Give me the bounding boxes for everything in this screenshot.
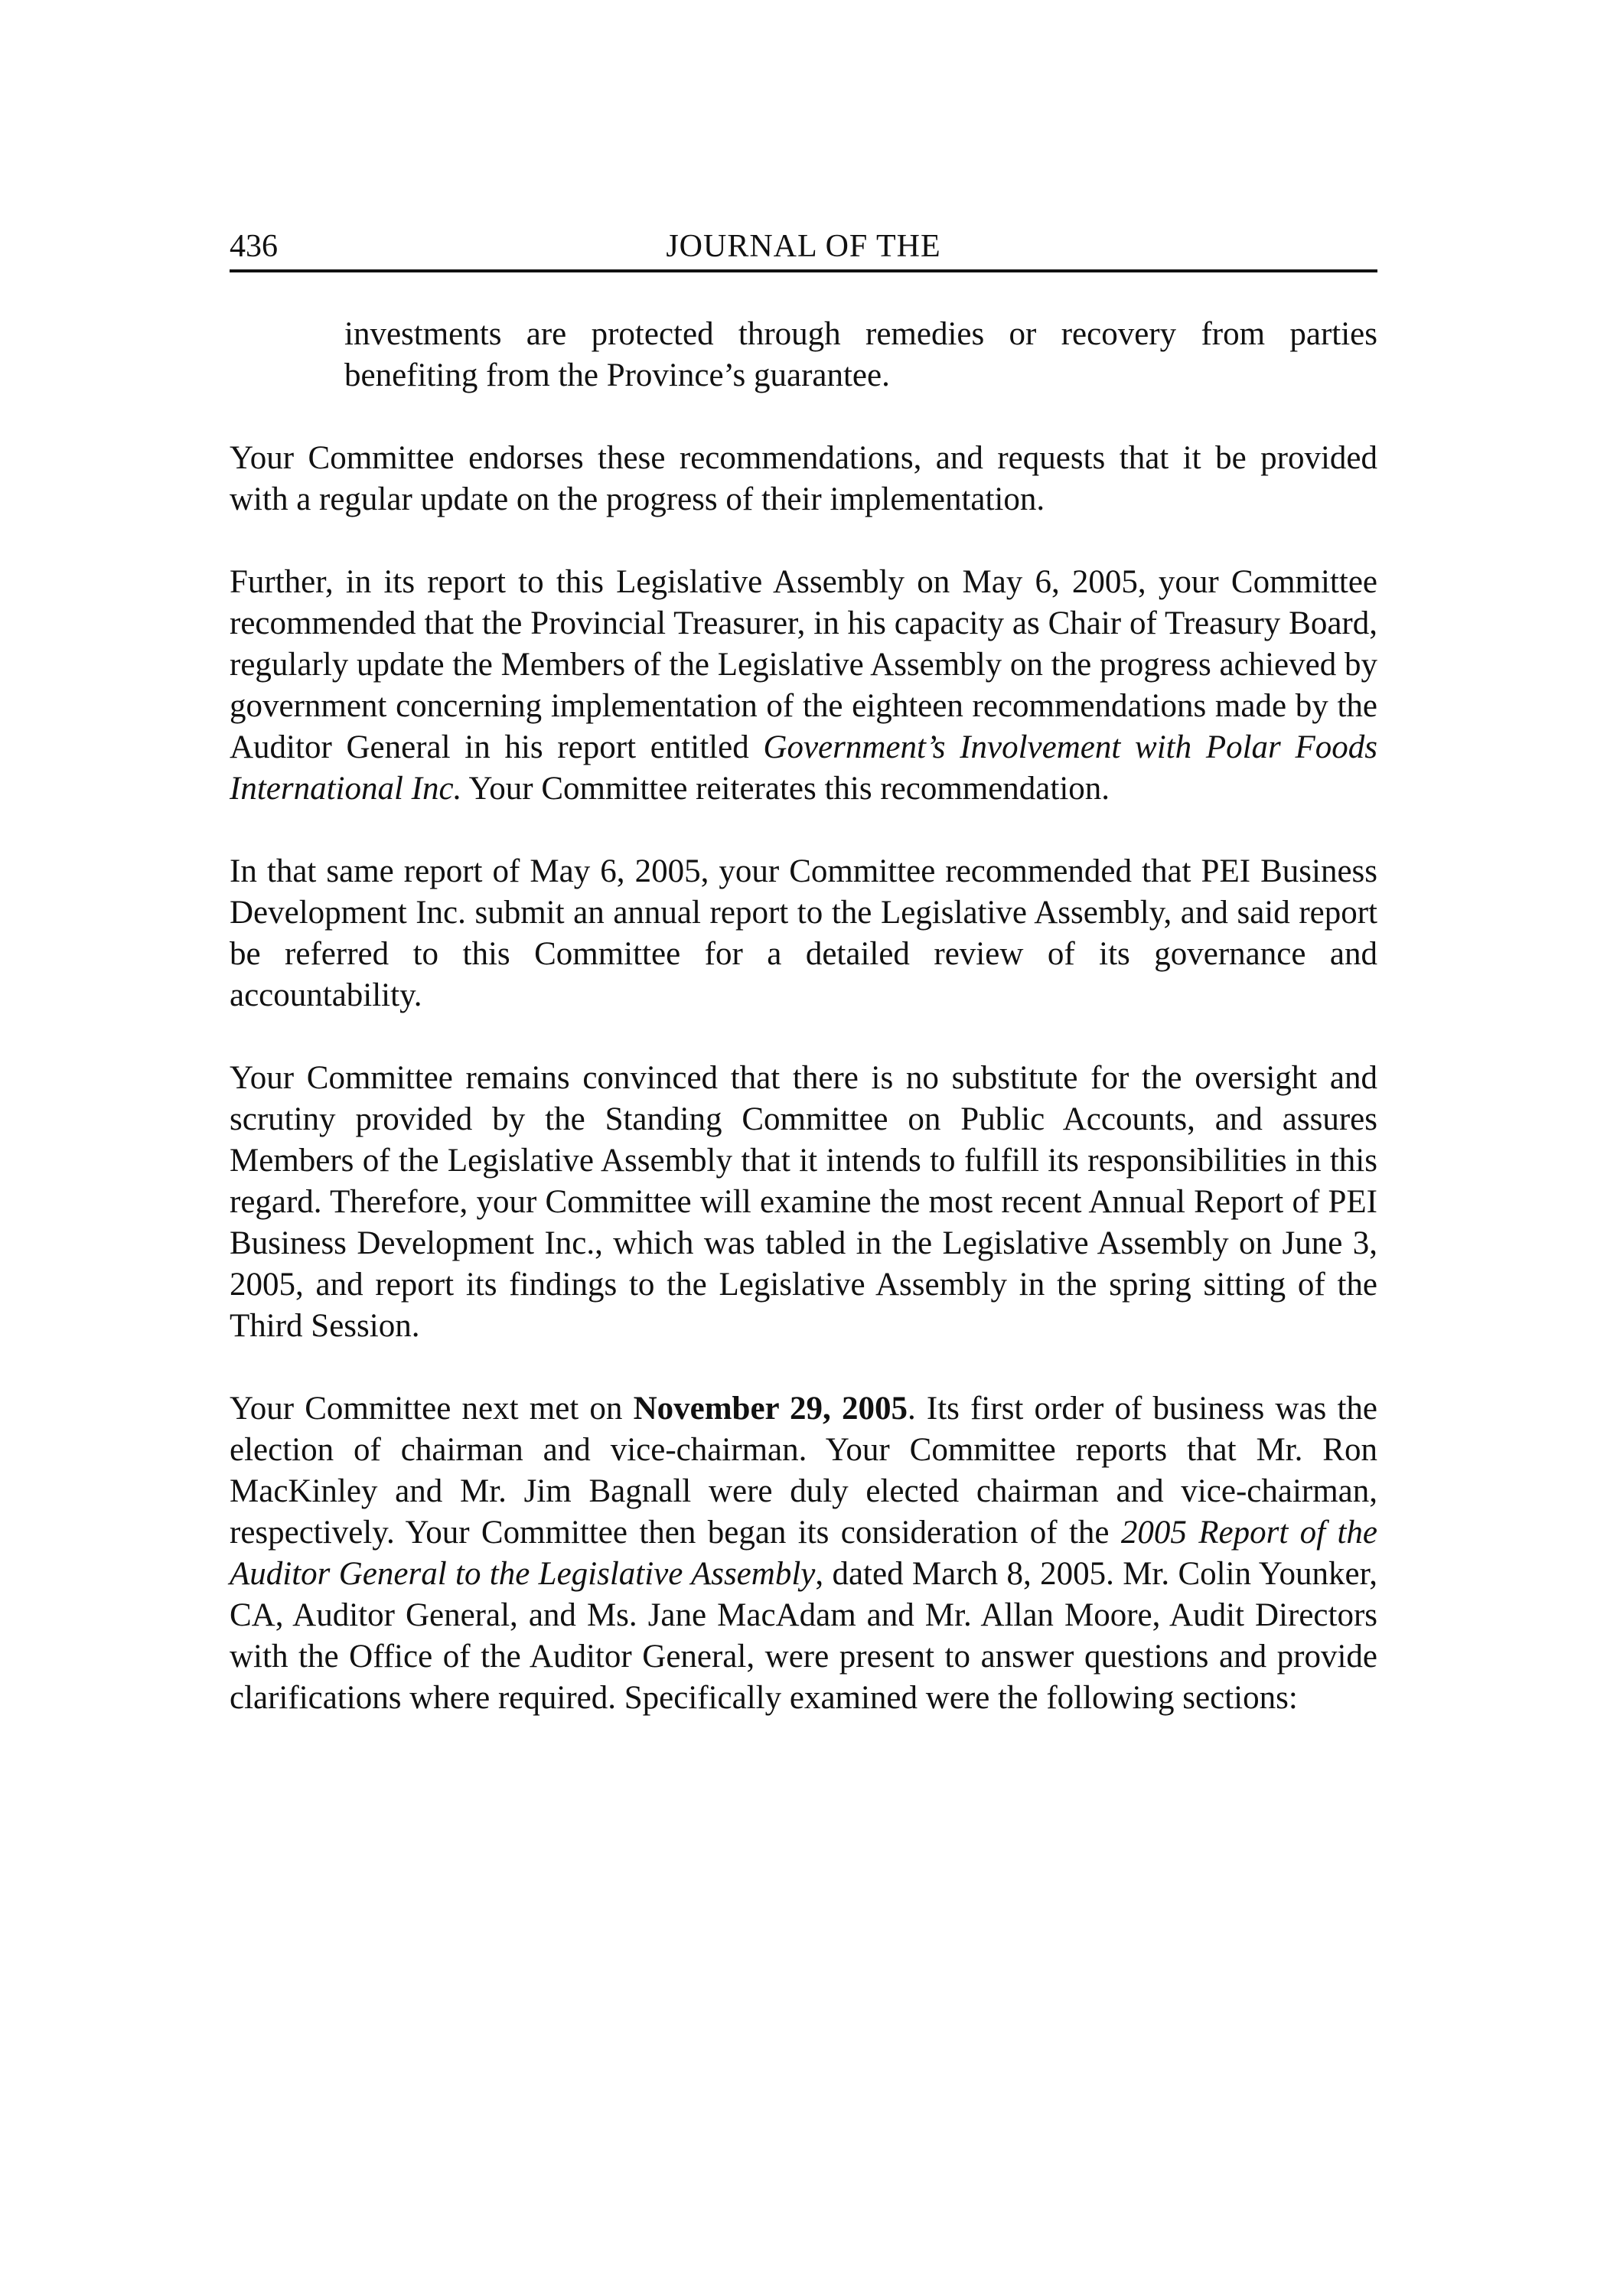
page-number: 436 — [230, 229, 278, 264]
paragraph-text: , dated March 8, 2005. Mr. Colin Younker, CA, Auditor General, and Ms. Jane MacAdam and Mr. Allan Moore, Audit Directors with the Office of the Auditor General, were present to answer questions and provide clarifications where required. Specifically examined were the following sections: — [230, 1556, 1377, 1716]
paragraph-oversight-and-scrutiny — [230, 1058, 1377, 1347]
running-head: JOURNAL OF THE — [666, 229, 941, 264]
page-header — [230, 223, 1377, 272]
journal-page — [230, 0, 1377, 2296]
paragraph-text: Your Committee endorses these recommendations, and requests that it be provided with a regular update on the progress of their implementation. — [230, 440, 1377, 517]
paragraph-text: . Its first order of business was the election of chairman and vice-chairman. Your Committee reports that Mr. Ron MacKinley and Mr. Jim Bagnall were duly elected chairman and vice-chairman, respectively. Your Committee then began its consideration of the — [230, 1391, 1377, 1551]
paragraph-text: In that same report of May 6, 2005, your Committee recommended that PEI Business Development Inc. submit an annual report to the Legislative Assembly, and said report be referred to this Committee for a detailed review of its governance and accountability. — [230, 853, 1377, 1013]
paragraph-november-meeting — [230, 1388, 1377, 1719]
body-text — [230, 314, 1377, 1760]
paragraph-pei-business-development — [230, 851, 1377, 1016]
paragraph-text: Your Committee remains convinced that there is no substitute for the oversight and scrutiny provided by the Standing Committee on Public Accounts, and assures Members of the Legislative Assembly that it intends to fulfill its responsibilities in this regard. Therefore, your Committee will examine the most recent Annual Report of PEI Business Development Inc., which was tabled in the Legislative Assembly on June 3, 2005, and report its findings to the Legislative Assembly in the spring sitting of the Third Session. — [230, 1060, 1377, 1344]
paragraph-text: investments are protected through remedies or recovery from parties benefiting from the Province’s guarantee. — [344, 316, 1377, 393]
report-title-auditor-general: 2005 Report of the Auditor General to the Legislative Assembly — [230, 1515, 1377, 1592]
meeting-date: November 29, 2005 — [633, 1391, 908, 1427]
paragraph-text: Your Committee next met on — [230, 1391, 634, 1427]
report-title-polar-foods: Government’s Involvement with Polar Foods International Inc. — [230, 729, 1377, 807]
paragraph-treasury-board-recommendation — [230, 562, 1377, 810]
paragraph-text: Further, in its report to this Legislative Assembly on May 6, 2005, your Committee recommended that the Provincial Treasurer, in his capacity as Chair of Treasury Board, regularly update the Members of the Legislative Assembly on the progress achieved by government concerning implementation of the eighteen recommendations made by the Auditor General in his report entitled — [230, 564, 1377, 765]
paragraph-text: Your Committee reiterates this recommendation. — [461, 771, 1110, 807]
paragraph-investments-protected — [344, 314, 1377, 396]
paragraph-committee-endorses — [230, 438, 1377, 520]
